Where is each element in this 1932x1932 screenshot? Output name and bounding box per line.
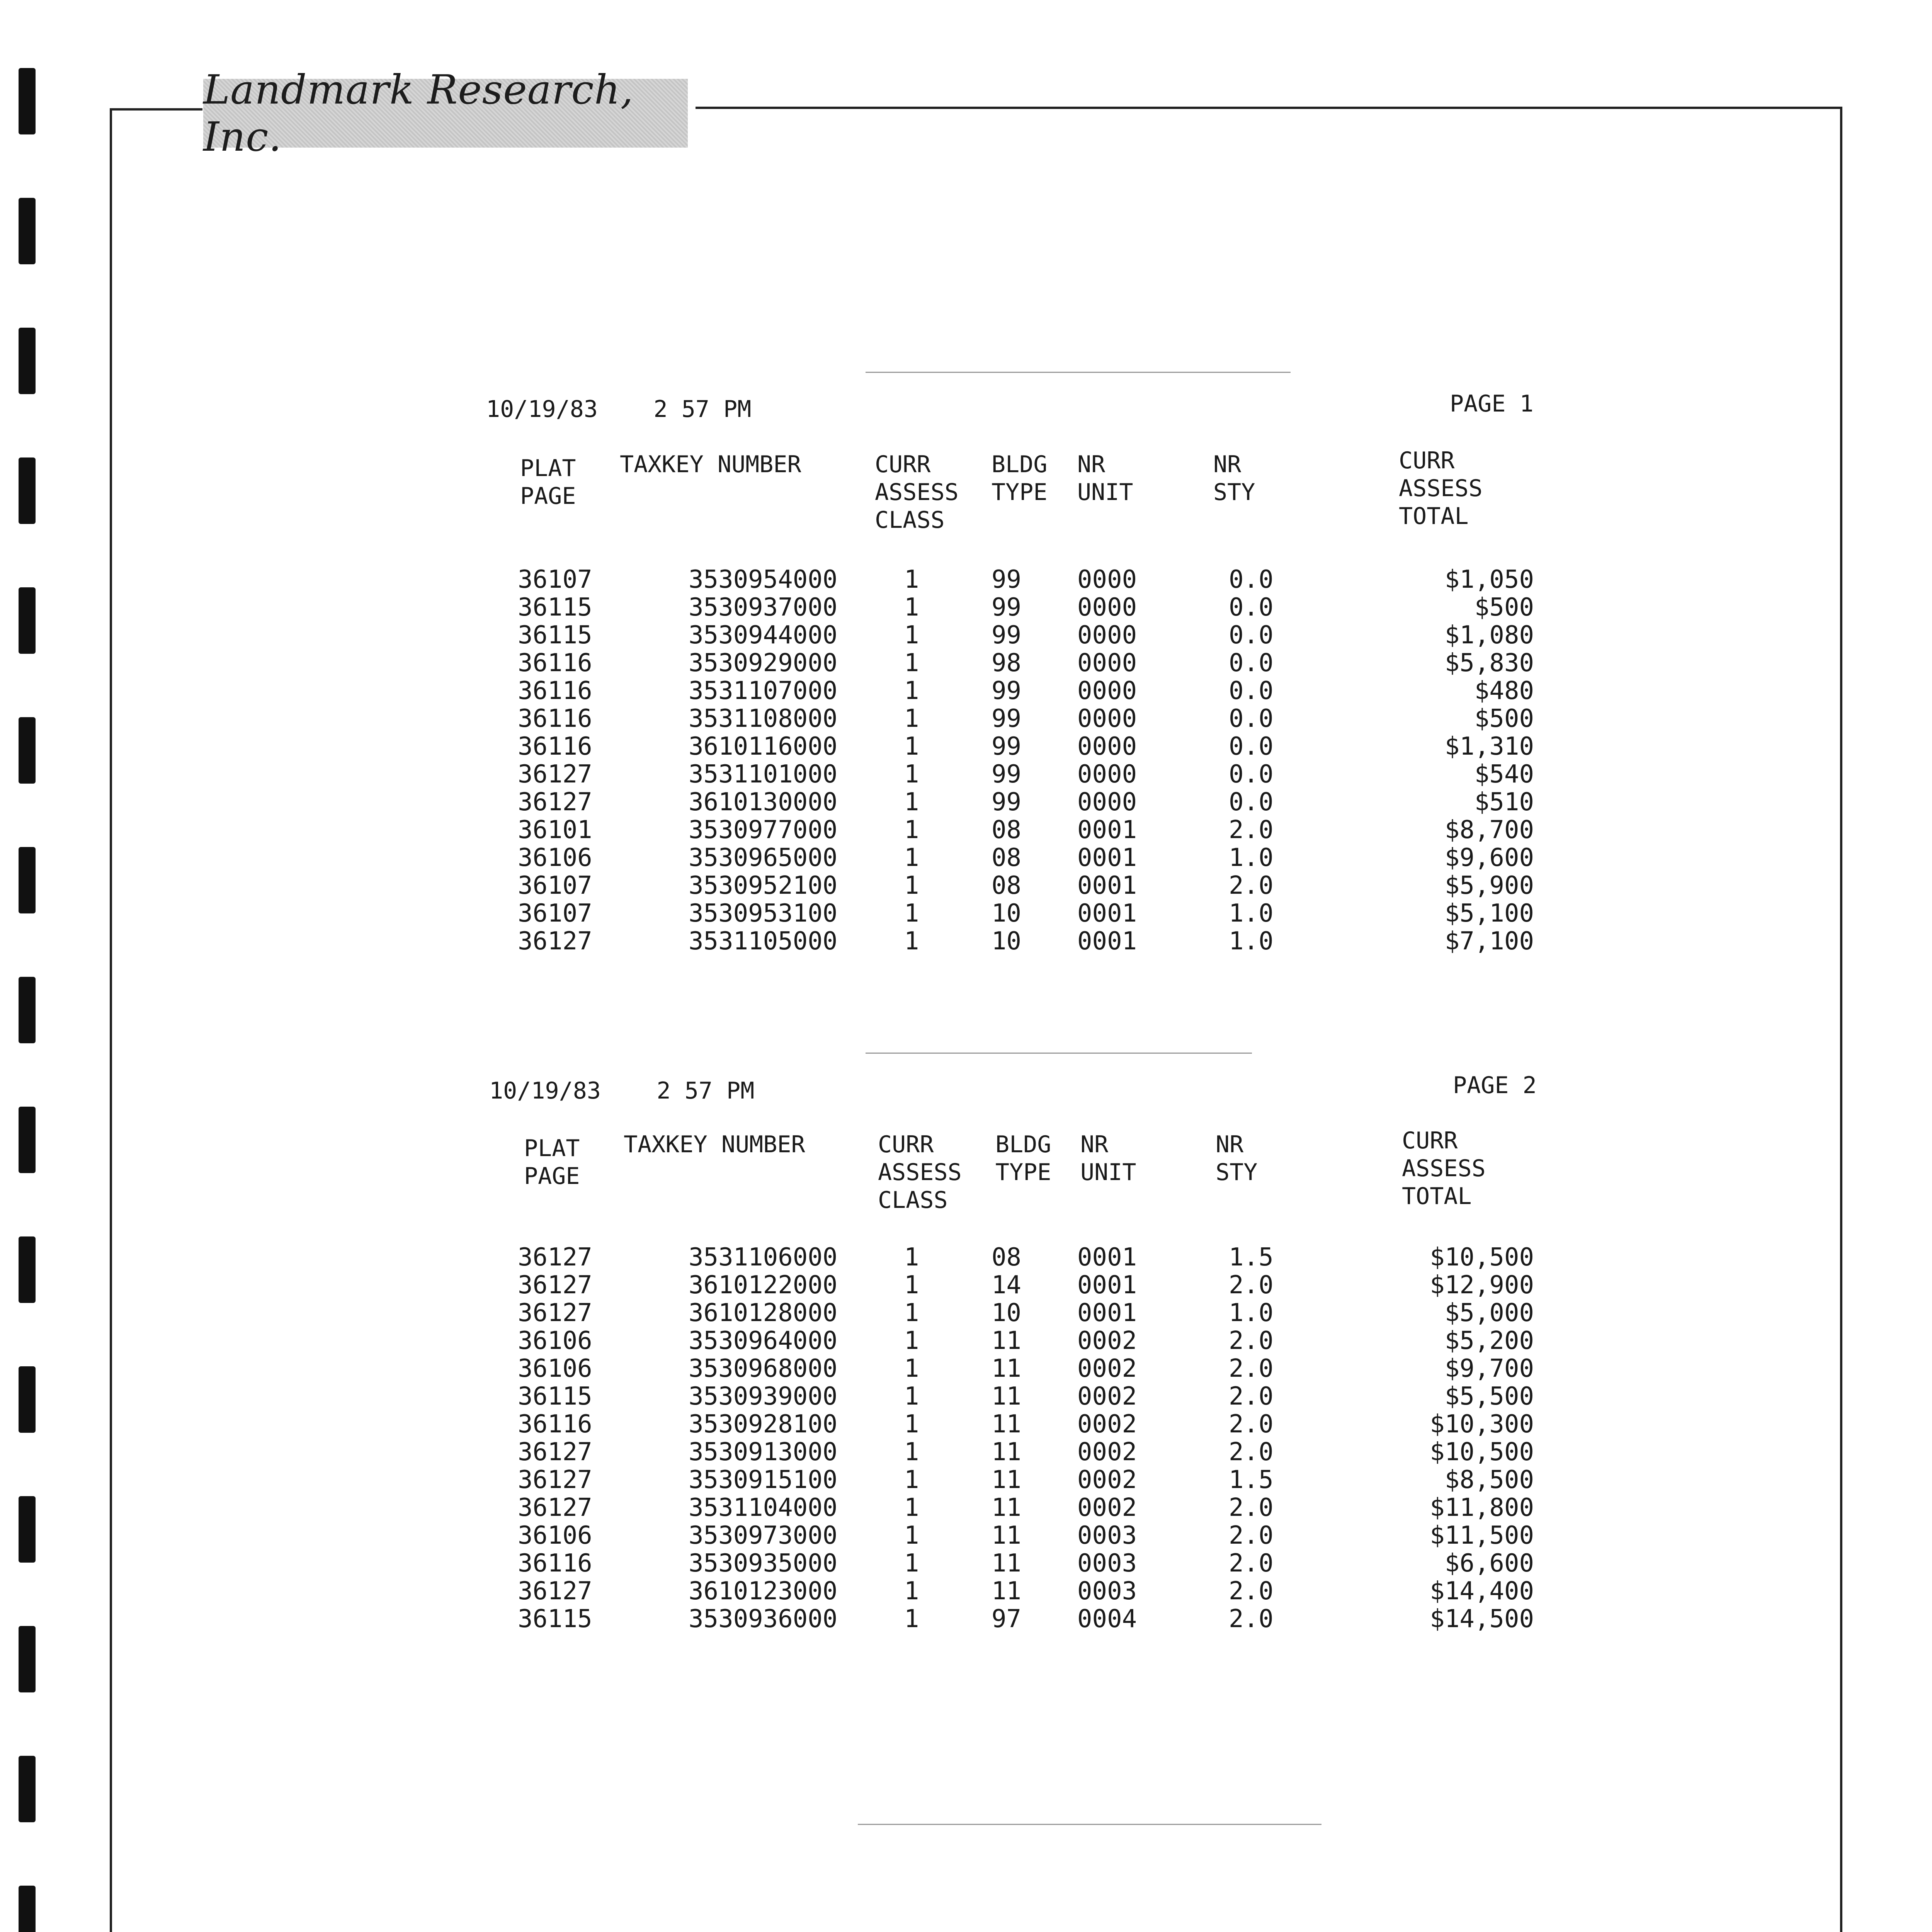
company-name: Landmark Research, Inc.: [203, 66, 634, 160]
taxkey-cell: 3610128000: [689, 1299, 838, 1327]
plat-page-cell: 36116: [518, 732, 592, 761]
assess-total-cell: $8,700: [1444, 816, 1534, 844]
nr-sty-cell: 0.0: [1229, 732, 1274, 761]
nr-unit-cell: 0001: [1077, 844, 1137, 872]
assess-class-cell: 1: [904, 816, 919, 844]
bldg-type-cell: 11: [992, 1438, 1022, 1466]
assess-class-cell: 1: [904, 1299, 919, 1327]
binder-hole: [19, 198, 36, 264]
nr-sty-cell: 2.0: [1229, 1354, 1274, 1383]
nr-sty-cell: 1.5: [1229, 1466, 1274, 1494]
assess-class-cell: 1: [904, 1549, 919, 1578]
assess-class-cell: 1: [904, 760, 919, 789]
assess-total-cell: $11,800: [1430, 1493, 1534, 1522]
nr-unit-cell: 0000: [1077, 704, 1137, 733]
nr-sty-cell: 0.0: [1229, 593, 1274, 622]
nr-sty-cell: 0.0: [1229, 704, 1274, 733]
nr-unit-cell: 0003: [1077, 1521, 1137, 1550]
bldg-type-cell: 99: [992, 565, 1022, 594]
table-row: [0, 788, 1932, 816]
nr-sty-cell: 2.0: [1229, 1521, 1274, 1550]
nr-unit-cell: 0001: [1077, 927, 1137, 956]
plat-page-cell: 36116: [518, 677, 592, 705]
nr-unit-cell: 0001: [1077, 1243, 1137, 1272]
assess-total-cell: $8,500: [1444, 1466, 1534, 1494]
taxkey-cell: 3610116000: [689, 732, 838, 761]
frame-border: [696, 107, 1842, 109]
bldg-type-cell: 99: [992, 788, 1022, 816]
binder-hole: [19, 1886, 36, 1932]
binder-hole: [19, 1107, 36, 1173]
table-row: [0, 872, 1932, 900]
assess-total-cell: $10,300: [1430, 1410, 1534, 1439]
nr-sty-cell: 2.0: [1229, 1271, 1274, 1299]
plat-page-cell: 36116: [518, 704, 592, 733]
plat-page-cell: 36107: [518, 565, 592, 594]
taxkey-cell: 3530952100: [689, 871, 838, 900]
nr-sty-cell: 2.0: [1229, 1577, 1274, 1605]
table-row: [0, 1577, 1932, 1605]
assess-class-cell: 1: [904, 1466, 919, 1494]
assess-total-cell: $14,400: [1430, 1577, 1534, 1605]
bldg-type-cell: 99: [992, 704, 1022, 733]
table-row: [0, 1355, 1932, 1383]
nr-unit-cell: 0003: [1077, 1577, 1137, 1605]
table-row: [0, 566, 1932, 594]
assess-class-cell: 1: [904, 677, 919, 705]
plat-page-cell: 36115: [518, 1605, 592, 1633]
plat-page-cell: 36127: [518, 927, 592, 956]
plat-page-cell: 36127: [518, 1466, 592, 1494]
nr-sty-cell: 2.0: [1229, 1382, 1274, 1411]
assess-total-cell: $1,080: [1444, 621, 1534, 650]
assess-class-cell: 1: [904, 593, 919, 622]
nr-unit-cell: 0001: [1077, 899, 1137, 928]
header-bldg-type: BLDG TYPE: [992, 451, 1048, 506]
assess-class-cell: 1: [904, 1493, 919, 1522]
table-row: [0, 1466, 1932, 1494]
bldg-type-cell: 11: [992, 1410, 1022, 1439]
binder-hole: [19, 1756, 36, 1822]
nr-sty-cell: 2.0: [1229, 1605, 1274, 1633]
assess-total-cell: $9,700: [1444, 1354, 1534, 1383]
table-row: [0, 844, 1932, 872]
bldg-type-cell: 11: [992, 1577, 1022, 1605]
report-date: 10/19/83 2 57 PM: [486, 396, 752, 423]
frame-border: [1840, 107, 1842, 1932]
plat-page-cell: 36115: [518, 593, 592, 622]
nr-sty-cell: 2.0: [1229, 1438, 1274, 1466]
bldg-type-cell: 11: [992, 1466, 1022, 1494]
nr-sty-cell: 0.0: [1229, 565, 1274, 594]
plat-page-cell: 36116: [518, 649, 592, 677]
nr-unit-cell: 0000: [1077, 677, 1137, 705]
plat-page-cell: 36127: [518, 1438, 592, 1466]
assess-class-cell: 1: [904, 1438, 919, 1466]
bldg-type-cell: 11: [992, 1493, 1022, 1522]
nr-unit-cell: 0000: [1077, 649, 1137, 677]
frame-border: [110, 108, 202, 111]
nr-unit-cell: 0001: [1077, 816, 1137, 844]
assess-class-cell: 1: [904, 1605, 919, 1633]
assess-total-cell: $9,600: [1444, 844, 1534, 872]
nr-unit-cell: 0002: [1077, 1354, 1137, 1383]
nr-sty-cell: 0.0: [1229, 677, 1274, 705]
assess-total-cell: $10,500: [1430, 1243, 1534, 1272]
header-nr-sty: NR STY: [1216, 1131, 1258, 1186]
nr-sty-cell: 2.0: [1229, 871, 1274, 900]
taxkey-cell: 3530913000: [689, 1438, 838, 1466]
bldg-type-cell: 97: [992, 1605, 1022, 1633]
table-row: [0, 816, 1932, 844]
bldg-type-cell: 08: [992, 871, 1022, 900]
nr-unit-cell: 0003: [1077, 1549, 1137, 1578]
table-row: [0, 927, 1932, 955]
plat-page-cell: 36106: [518, 844, 592, 872]
assess-total-cell: $500: [1474, 593, 1534, 622]
taxkey-cell: 3530915100: [689, 1466, 838, 1494]
assess-class-cell: 1: [904, 1327, 919, 1355]
plat-page-cell: 36116: [518, 1410, 592, 1439]
assess-total-cell: $1,310: [1444, 732, 1534, 761]
nr-unit-cell: 0001: [1077, 871, 1137, 900]
plat-page-cell: 36116: [518, 1549, 592, 1578]
plat-page-cell: 36115: [518, 1382, 592, 1411]
plat-page-cell: 36106: [518, 1521, 592, 1550]
company-logo: [203, 66, 688, 160]
assess-class-cell: 1: [904, 621, 919, 650]
assess-total-cell: $14,500: [1430, 1605, 1534, 1633]
header-nr-unit: NR UNIT: [1080, 1131, 1136, 1186]
table-row: [0, 1494, 1932, 1522]
nr-unit-cell: 0000: [1077, 621, 1137, 650]
table-row: [0, 760, 1932, 788]
assess-total-cell: $6,600: [1444, 1549, 1534, 1578]
taxkey-cell: 3531105000: [689, 927, 838, 956]
assess-class-cell: 1: [904, 1271, 919, 1299]
bldg-type-cell: 99: [992, 760, 1022, 789]
assess-total-cell: $1,050: [1444, 565, 1534, 594]
bldg-type-cell: 14: [992, 1271, 1022, 1299]
header-nr-unit: NR UNIT: [1077, 451, 1133, 506]
bldg-type-cell: 08: [992, 816, 1022, 844]
nr-sty-cell: 0.0: [1229, 621, 1274, 650]
bldg-type-cell: 08: [992, 844, 1022, 872]
nr-sty-cell: 2.0: [1229, 1327, 1274, 1355]
taxkey-cell: 3530944000: [689, 621, 838, 650]
nr-sty-cell: 1.0: [1229, 927, 1274, 956]
plat-page-cell: 36101: [518, 816, 592, 844]
plat-page-cell: 36115: [518, 621, 592, 650]
nr-unit-cell: 0000: [1077, 760, 1137, 789]
assess-class-cell: 1: [904, 732, 919, 761]
assess-class-cell: 1: [904, 704, 919, 733]
table-row: [0, 594, 1932, 621]
nr-unit-cell: 0002: [1077, 1438, 1137, 1466]
header-plat-page: PLAT PAGE: [524, 1135, 580, 1190]
table-row: [0, 649, 1932, 677]
nr-sty-cell: 2.0: [1229, 816, 1274, 844]
bldg-type-cell: 99: [992, 621, 1022, 650]
nr-sty-cell: 2.0: [1229, 1410, 1274, 1439]
plat-page-cell: 36127: [518, 1577, 592, 1605]
nr-unit-cell: 0000: [1077, 788, 1137, 816]
bldg-type-cell: 10: [992, 927, 1022, 956]
assess-class-cell: 1: [904, 565, 919, 594]
table-row: [0, 1299, 1932, 1327]
bldg-type-cell: 11: [992, 1521, 1022, 1550]
taxkey-cell: 3531104000: [689, 1493, 838, 1522]
nr-unit-cell: 0002: [1077, 1327, 1137, 1355]
assess-total-cell: $5,100: [1444, 899, 1534, 928]
taxkey-cell: 3531101000: [689, 760, 838, 789]
plat-page-cell: 36107: [518, 871, 592, 900]
table-row: [0, 1438, 1932, 1466]
table-row: [0, 677, 1932, 705]
nr-sty-cell: 2.0: [1229, 1493, 1274, 1522]
nr-unit-cell: 0002: [1077, 1466, 1137, 1494]
plat-page-cell: 36127: [518, 1271, 592, 1299]
taxkey-cell: 3530968000: [689, 1354, 838, 1383]
taxkey-cell: 3530953100: [689, 899, 838, 928]
taxkey-cell: 3530973000: [689, 1521, 838, 1550]
plat-page-cell: 36127: [518, 788, 592, 816]
assess-class-cell: 1: [904, 899, 919, 928]
print-artifact-line: [866, 372, 1291, 373]
plat-page-cell: 36106: [518, 1354, 592, 1383]
assess-total-cell: $7,100: [1444, 927, 1534, 956]
table-row: [0, 733, 1932, 760]
table-row: [0, 1271, 1932, 1299]
binder-hole: [19, 1626, 36, 1692]
assess-class-cell: 1: [904, 927, 919, 956]
taxkey-cell: 3530928100: [689, 1410, 838, 1439]
nr-unit-cell: 0000: [1077, 732, 1137, 761]
header-curr-assess-class: CURR ASSESS CLASS: [878, 1131, 962, 1214]
assess-total-cell: $5,500: [1444, 1382, 1534, 1411]
bldg-type-cell: 10: [992, 1299, 1022, 1327]
nr-unit-cell: 0000: [1077, 593, 1137, 622]
bldg-type-cell: 11: [992, 1327, 1022, 1355]
nr-unit-cell: 0000: [1077, 565, 1137, 594]
plat-page-cell: 36127: [518, 1493, 592, 1522]
taxkey-cell: 3530954000: [689, 565, 838, 594]
table-row: [0, 900, 1932, 927]
taxkey-cell: 3530939000: [689, 1382, 838, 1411]
assess-class-cell: 1: [904, 1577, 919, 1605]
assess-total-cell: $10,500: [1430, 1438, 1534, 1466]
header-curr-assess-class: CURR ASSESS CLASS: [875, 451, 959, 534]
table-row: [0, 705, 1932, 733]
table-row: [0, 1605, 1932, 1633]
nr-sty-cell: 1.0: [1229, 844, 1274, 872]
report-date: 10/19/83 2 57 PM: [489, 1077, 755, 1104]
table-row: [0, 1327, 1932, 1355]
print-artifact-line: [858, 1824, 1321, 1825]
taxkey-cell: 3610122000: [689, 1271, 838, 1299]
report-page-label: PAGE 1: [1450, 390, 1534, 417]
header-bldg-type: BLDG TYPE: [995, 1131, 1051, 1186]
taxkey-cell: 3530965000: [689, 844, 838, 872]
taxkey-cell: 3530977000: [689, 816, 838, 844]
plat-page-cell: 36127: [518, 1243, 592, 1272]
nr-sty-cell: 2.0: [1229, 1549, 1274, 1578]
assess-total-cell: $5,830: [1444, 649, 1534, 677]
plat-page-cell: 36127: [518, 760, 592, 789]
bldg-type-cell: 99: [992, 732, 1022, 761]
bldg-type-cell: 11: [992, 1549, 1022, 1578]
plat-page-cell: 36106: [518, 1327, 592, 1355]
assess-total-cell: $480: [1474, 677, 1534, 705]
nr-unit-cell: 0001: [1077, 1299, 1137, 1327]
taxkey-cell: 3531107000: [689, 677, 838, 705]
report-page-label: PAGE 2: [1453, 1072, 1537, 1099]
frame-border: [110, 108, 112, 1932]
assess-total-cell: $500: [1474, 704, 1534, 733]
bldg-type-cell: 99: [992, 593, 1022, 622]
assess-total-cell: $510: [1474, 788, 1534, 816]
taxkey-cell: 3531108000: [689, 704, 838, 733]
assess-total-cell: $5,000: [1444, 1299, 1534, 1327]
nr-sty-cell: 0.0: [1229, 649, 1274, 677]
taxkey-cell: 3530964000: [689, 1327, 838, 1355]
assess-class-cell: 1: [904, 1382, 919, 1411]
header-nr-sty: NR STY: [1213, 451, 1255, 506]
nr-sty-cell: 1.0: [1229, 899, 1274, 928]
binder-holes: [19, 0, 42, 1932]
nr-unit-cell: 0002: [1077, 1410, 1137, 1439]
binder-hole: [19, 977, 36, 1043]
plat-page-cell: 36127: [518, 1299, 592, 1327]
assess-total-cell: $540: [1474, 760, 1534, 789]
bldg-type-cell: 08: [992, 1243, 1022, 1272]
bldg-type-cell: 11: [992, 1354, 1022, 1383]
table-row: [0, 1383, 1932, 1410]
assess-class-cell: 1: [904, 1354, 919, 1383]
nr-sty-cell: 0.0: [1229, 788, 1274, 816]
bldg-type-cell: 11: [992, 1382, 1022, 1411]
assess-class-cell: 1: [904, 844, 919, 872]
binder-hole: [19, 457, 36, 524]
taxkey-cell: 3531106000: [689, 1243, 838, 1272]
header-plat-page: PLAT PAGE: [520, 455, 576, 510]
taxkey-cell: 3530936000: [689, 1605, 838, 1633]
nr-unit-cell: 0001: [1077, 1271, 1137, 1299]
table-row: [0, 1522, 1932, 1549]
nr-sty-cell: 1.0: [1229, 1299, 1274, 1327]
taxkey-cell: 3530935000: [689, 1549, 838, 1578]
taxkey-cell: 3530937000: [689, 593, 838, 622]
print-artifact-line: [866, 1053, 1252, 1054]
taxkey-cell: 3610130000: [689, 788, 838, 816]
nr-unit-cell: 0002: [1077, 1382, 1137, 1411]
header-taxkey-number: TAXKEY NUMBER: [620, 451, 801, 478]
table-row: [0, 1549, 1932, 1577]
nr-sty-cell: 1.5: [1229, 1243, 1274, 1272]
header-curr-assess-total: CURR ASSESS TOTAL: [1399, 447, 1483, 530]
assess-class-cell: 1: [904, 1521, 919, 1550]
assess-class-cell: 1: [904, 649, 919, 677]
nr-sty-cell: 0.0: [1229, 760, 1274, 789]
assess-class-cell: 1: [904, 871, 919, 900]
table-row: [0, 621, 1932, 649]
nr-unit-cell: 0004: [1077, 1605, 1137, 1633]
table-row: [0, 1243, 1932, 1271]
plat-page-cell: 36107: [518, 899, 592, 928]
assess-class-cell: 1: [904, 1243, 919, 1272]
assess-total-cell: $12,900: [1430, 1271, 1534, 1299]
assess-total-cell: $11,500: [1430, 1521, 1534, 1550]
nr-unit-cell: 0002: [1077, 1493, 1137, 1522]
taxkey-cell: 3610123000: [689, 1577, 838, 1605]
header-taxkey-number: TAXKEY NUMBER: [624, 1131, 805, 1158]
binder-hole: [19, 68, 36, 134]
taxkey-cell: 3530929000: [689, 649, 838, 677]
assess-class-cell: 1: [904, 788, 919, 816]
table-row: [0, 1410, 1932, 1438]
header-curr-assess-total: CURR ASSESS TOTAL: [1402, 1127, 1486, 1210]
bldg-type-cell: 98: [992, 649, 1022, 677]
bldg-type-cell: 99: [992, 677, 1022, 705]
binder-hole: [19, 328, 36, 394]
assess-total-cell: $5,900: [1444, 871, 1534, 900]
bldg-type-cell: 10: [992, 899, 1022, 928]
assess-total-cell: $5,200: [1444, 1327, 1534, 1355]
assess-class-cell: 1: [904, 1410, 919, 1439]
